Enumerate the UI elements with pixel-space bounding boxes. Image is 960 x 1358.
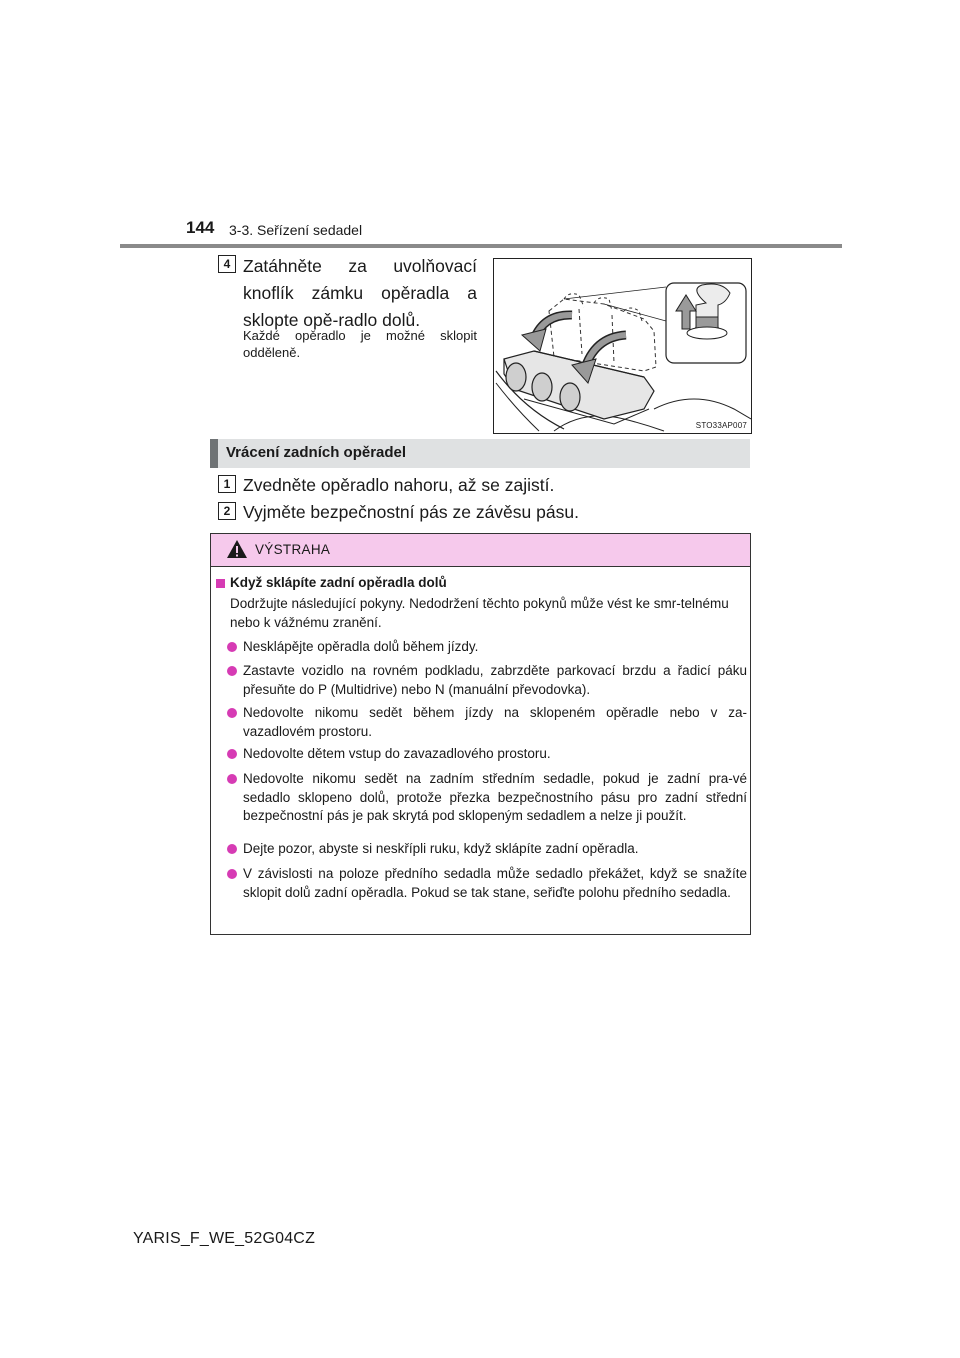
step-2-instruction: Vyjměte bezpečnostní pás ze závěsu pásu. — [243, 502, 579, 522]
warning-bullet — [227, 662, 747, 699]
warning-triangle-icon — [226, 539, 248, 559]
warning-intro: Dodržujte následující pokyny. Nedodržení těchto pokynů může vést ke smr-telnému nebo k vážnému zranění. — [230, 596, 729, 630]
step-4-instruction: Zatáhněte za uvolňovací knoflík zámku opěradla a sklopte opě-radlo dolů. — [243, 256, 477, 330]
bullet-dot-icon — [227, 708, 237, 718]
header-divider — [120, 244, 842, 248]
warning-bullet — [227, 745, 747, 764]
warning-bullet — [227, 638, 747, 657]
warning-bullet-text: Nedovolte nikomu sedět během jízdy na sklopeném opěradle nebo v za-vazadlovém prostoru. — [243, 705, 747, 739]
warning-bullet-text: V závislosti na poloze předního sedadla může sedadlo překážet, když se snažíte sklopit dolů zadní opěradla. Pokud se tak stane, seřiďte polohu předního sedadla. — [243, 866, 747, 900]
warning-box — [210, 533, 751, 935]
step-number-2: 2 — [218, 502, 236, 520]
warning-bullet-text: Nesklápějte opěradla dolů během jízdy. — [243, 639, 479, 654]
step-1-instruction: Zvedněte opěradlo nahoru, až se zajistí. — [243, 475, 555, 495]
warning-bullet — [227, 840, 747, 859]
subsection-heading-bar — [210, 439, 218, 468]
document-code: YARIS_F_WE_52G04CZ — [133, 1230, 316, 1247]
warning-bullet — [227, 770, 747, 826]
warning-bullet — [227, 865, 747, 902]
bullet-dot-icon — [227, 869, 237, 879]
warning-bullet-text: Nedovolte nikomu sedět na zadním středním sedadle, pokud je zadní pra-vé sedadlo sklopeno dolů, protože přezka bezpečnostního pásu pro zadní střední bezpečnostní pás je pak skrytá pod sklopeným sedadlem a nelze ji použít. — [243, 771, 747, 823]
bullet-dot-icon — [227, 642, 237, 652]
subsection-title: Vrácení zadních opěradel — [226, 444, 407, 461]
warning-bullet — [227, 704, 747, 741]
page-number: 144 — [186, 218, 215, 237]
warning-bullet-text: Dejte pozor, abyste si neskřípli ruku, když sklápíte zadní opěradla. — [243, 841, 639, 856]
square-bullet-icon — [216, 579, 225, 588]
figure-code: STO33AP007 — [695, 421, 747, 430]
bullet-dot-icon — [227, 774, 237, 784]
warning-title: VÝSTRAHA — [255, 542, 331, 557]
seat-illustration-drawing — [494, 259, 751, 433]
step-number-4: 4 — [218, 255, 236, 273]
bullet-dot-icon — [227, 844, 237, 854]
subsection-heading — [210, 439, 750, 468]
step-number-1: 1 — [218, 475, 236, 493]
warning-header — [211, 534, 750, 567]
bullet-dot-icon — [227, 666, 237, 676]
section-title: 3-3. Seřízení sedadel — [229, 222, 363, 238]
step-4-note: Každé opěradlo je možné sklopit odděleně. — [243, 328, 477, 360]
rear-seat-fold-illustration — [493, 258, 752, 434]
warning-bullet-text: Zastavte vozidlo na rovném podkladu, zabrzděte parkovací brzdu a řadicí páku přesuňte do P (Multidrive) nebo N (manuální převodovka). — [243, 663, 747, 697]
bullet-dot-icon — [227, 749, 237, 759]
warning-subheading: Když sklápíte zadní opěradla dolů — [230, 575, 447, 590]
warning-bullet-text: Nedovolte dětem vstup do zavazadlového prostoru. — [243, 746, 551, 761]
